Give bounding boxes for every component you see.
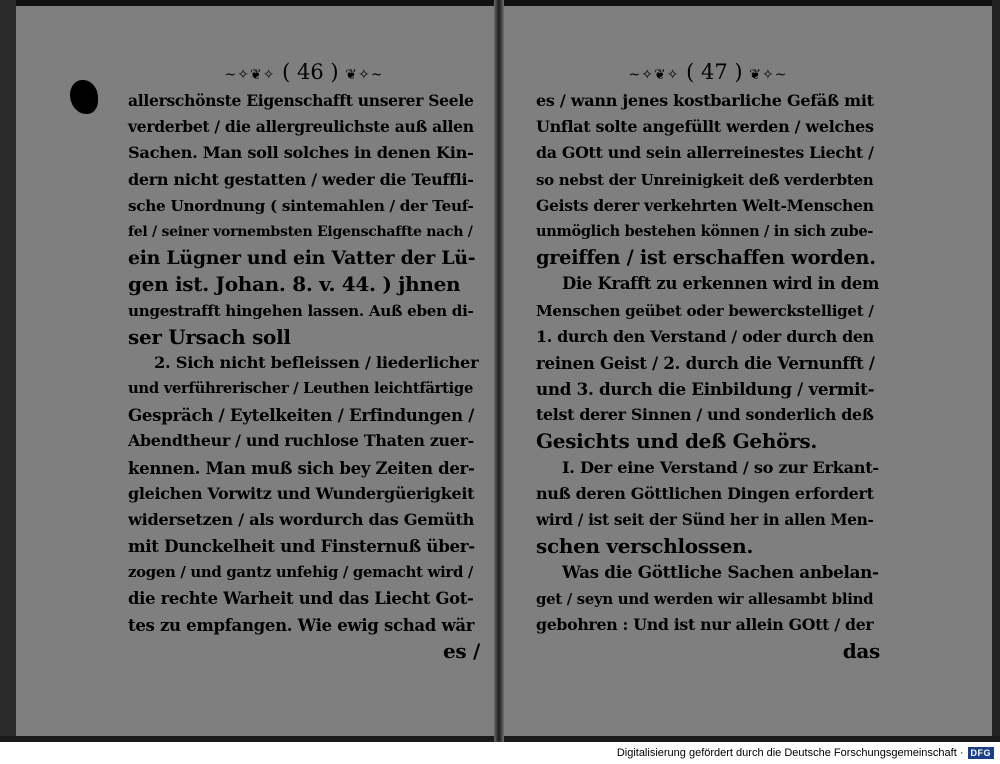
text-line: unmöglich bestehen können / in sich zube- [536,222,874,240]
text-line: ungestrafft hingehen lassen. Auß eben di- [128,301,474,320]
right-page-text [536,88,880,664]
text-line: und verführerischer / Leuthen leichtfärtige [128,380,474,398]
left-page [128,56,480,664]
scan-edge-right [992,0,1000,742]
text-line: das [842,638,880,663]
ornament-left: ~✧❦✧ [224,67,276,83]
text-line: allerschönste Eigenschafft unserer Seele [128,91,474,110]
text-line: gleichen Vorwitz und Wundergüerigkeit [128,483,475,503]
text-line: Menschen geübet oder bewerckstelliget / [536,301,874,320]
text-line: verderbet / die allergreulichste auß allen [128,117,474,137]
text-line: I. Der eine Verstand / so zur Erkant- [562,457,879,477]
page-number-47: ( 47 ) [686,60,743,84]
text-line: und 3. durch die Einbildung / vermit- [536,379,875,400]
text-line: get / seyn und werden wir allesambt blind [536,589,874,608]
text-line: sche Unordnung ( sintemahlen / der Teuf- [128,196,474,215]
text-line: kennen. Man muß sich bey Zeiten der- [128,457,475,478]
scan-edge-left [0,0,16,742]
ornament-right: ❦✧~ [345,67,384,83]
text-line: dern nicht gestatten / weder die Teuffli- [128,169,474,189]
credit-text: Digitalisierung gefördert durch die Deutsche Forschungsgemeinschaft · [616,747,964,759]
text-line: es / wann jenes kostbarliche Gefäß mit [536,91,874,110]
text-line: Geists derer verkehrten Welt-Menschen [536,195,874,215]
right-page-header [536,56,880,88]
text-line: gen ist. Johan. 8. v. 44. ) jhnen [128,272,461,297]
text-line: fel / seiner vornembsten Eigenschaffte nach / [128,223,473,240]
text-line: es / [442,638,480,663]
text-line: nuß deren Göttlichen Dingen erfordert [536,483,874,503]
text-line: wird / ist seit der Sünd her in allen Men- [536,511,874,529]
text-line: so nebst der Unreinigkeit deß verderbten [536,170,874,189]
dfg-logo: DFG [968,747,995,759]
book-gutter [494,0,504,742]
text-line: Was die Göttliche Sachen anbelan- [562,562,879,583]
text-line: Unflat solte angefüllt werden / welches [536,117,874,137]
text-line: 2. Sich nicht befleissen / liederlicher [154,352,479,372]
text-line: Die Krafft zu erkennen wird in dem [562,274,880,294]
ornament-left: ~✧❦✧ [628,67,680,83]
text-line: zogen / und gantz unfehig / gemacht wird / [128,563,474,582]
ink-stain [70,80,98,114]
text-line: die rechte Warheit und das Liecht Got- [128,588,474,608]
left-page-text [128,88,480,664]
text-line: widersetzen / als wordurch das Gemüth [128,510,475,529]
left-page-header [128,56,480,88]
text-line: schen verschlossen. [536,534,754,559]
ornament-right: ❦✧~ [749,67,788,83]
text-line: ein Lügner und ein Vatter der Lü- [128,247,476,270]
text-line: Sachen. Man soll solches in denen Kin- [128,143,474,163]
text-line: Gesichts und deß Gehörs. [536,429,817,454]
page-number-46: ( 46 ) [282,60,339,84]
text-line: Gespräch / Eytelkeiten / Erfindungen / [128,405,474,426]
right-page [536,56,880,664]
text-line: tes zu empfangen. Wie ewig schad wär [128,614,475,635]
text-line: mit Dunckelheit und Finsternuß über- [128,536,475,557]
text-line: telst derer Sinnen / und sonderlich deß [536,405,874,425]
text-line: da GOtt und sein allerreinestes Liecht / [536,143,874,163]
text-line: 1. durch den Verstand / oder durch den [536,326,874,346]
digitization-credit [617,744,994,762]
text-line: gebohren : Und ist nur allein GOtt / der [536,614,874,634]
text-line: ser Ursach soll [128,324,291,349]
text-line: greiffen / ist erschaffen worden. [536,246,876,270]
text-line: Abendtheur / und ruchlose Thaten zuer- [128,431,474,451]
text-line: reinen Geist / 2. durch die Vernunfft / [536,352,875,373]
